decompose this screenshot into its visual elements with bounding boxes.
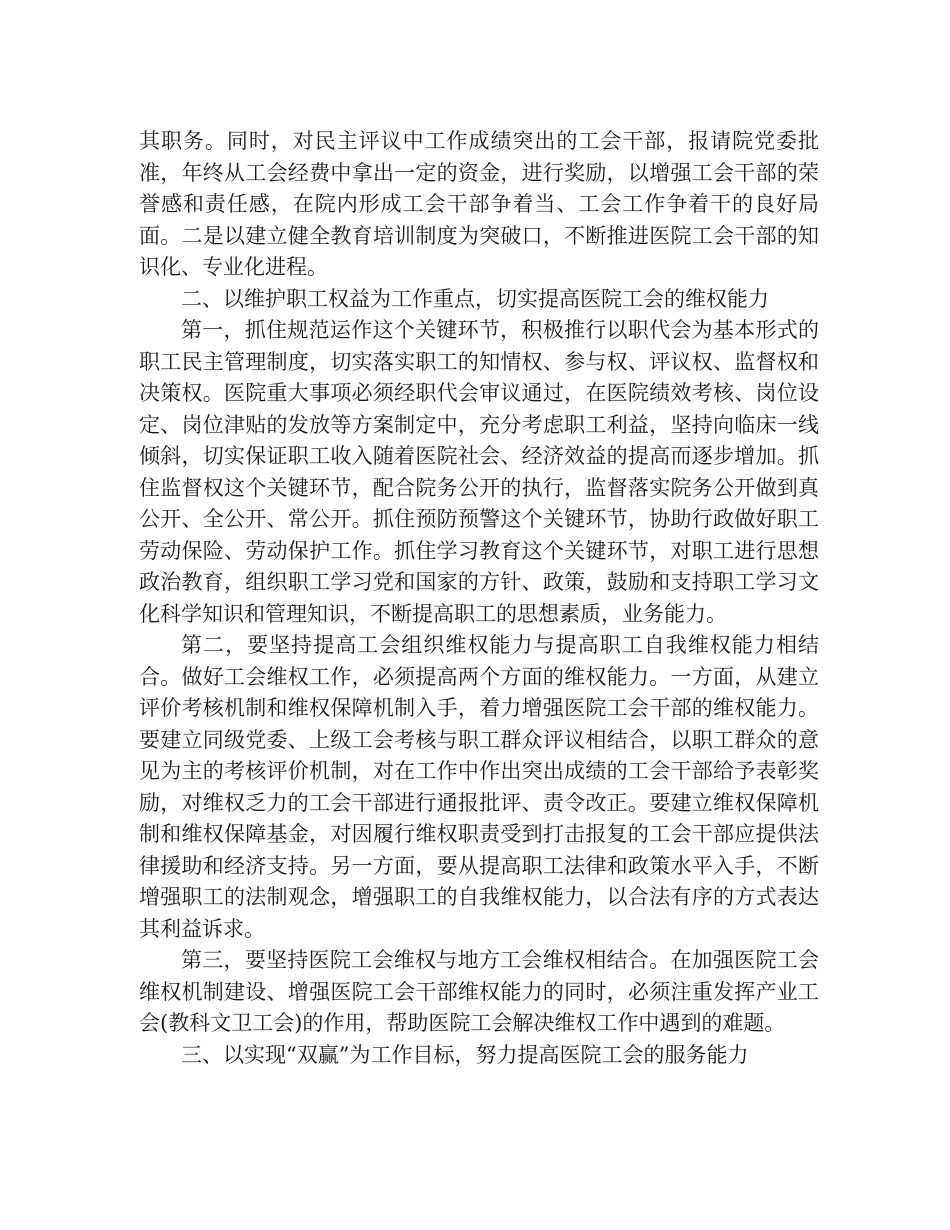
section-heading-2: 二、以维护职工权益为工作重点，切实提高医院工会的维权能力 xyxy=(181,286,769,311)
section-heading-3: 三、以实现“双赢”为工作目标，努力提高医院工会的服务能力 xyxy=(181,1042,749,1067)
paragraph-first: 第一，抓住规范运作这个关键环节，积极推行以职代会为基本形式的职工民主管理制度，切实落实职工的知情权、参与权、评议权、监督权和决策权。医院重大事项必须经职代会审议通过，在医院绩效考核、岗位设定、岗位津贴的发放等方案制定中，充分考虑职工利益，坚持向临床一线倾斜，切实保证职工收入随着医院社会、经济效益的提高而逐步增加。抓住监督权这个关键环节，配合院务公开的执行，监督落实院务公开做到真公开、全公开、常公开。抓住预防预警这个关键环节，协助行政做好职工劳动保险、劳动保护工作。抓住学习教育这个关键环节，对职工进行思想政治教育，组织职工学习党和国家的方针、政策，鼓励和支持职工学习文化科学知识和管理知识，不断提高职工的思想素质，业务能力。 xyxy=(139,318,819,626)
document-body xyxy=(139,126,819,1071)
paragraph-third: 第三，要坚持医院工会维权与地方工会维权相结合。在加强医院工会维权机制建设、增强医院工会干部维权能力的同时，必须注重发挥产业工会(教科文卫工会)的作用，帮助医院工会解决维权工作中遇到的难题。 xyxy=(139,948,819,1035)
paragraph-continuation: 其职务。同时，对民主评议中工作成绩突出的工会干部，报请院党委批准，年终从工会经费中拿出一定的资金，进行奖励，以增强工会干部的荣誉感和责任感，在院内形成工会干部争着当、工会工作争着干的良好局面。二是以建立健全教育培训制度为突破口，不断推进医院工会干部的知识化、专业化进程。 xyxy=(139,129,819,279)
paragraph-second: 第二，要坚持提高工会组织维权能力与提高职工自我维权能力相结合。做好工会维权工作，必须提高两个方面的维权能力。一方面，从建立评价考核机制和维权保障机制入手，着力增强医院工会干部的维权能力。要建立同级党委、上级工会考核与职工群众评议相结合，以职工群众的意见为主的考核评价机制，对在工作中作出突出成绩的工会干部给予表彰奖励，对维权乏力的工会干部进行通报批评、责令改正。要建立维权保障机制和维权保障基金，对因履行维权职责受到打击报复的工会干部应提供法律援助和经济支持。另一方面，要从提高职工法律和政策水平入手，不断增强职工的法制观念，增强职工的自我维权能力，以合法有序的方式表达其利益诉求。 xyxy=(139,633,819,941)
